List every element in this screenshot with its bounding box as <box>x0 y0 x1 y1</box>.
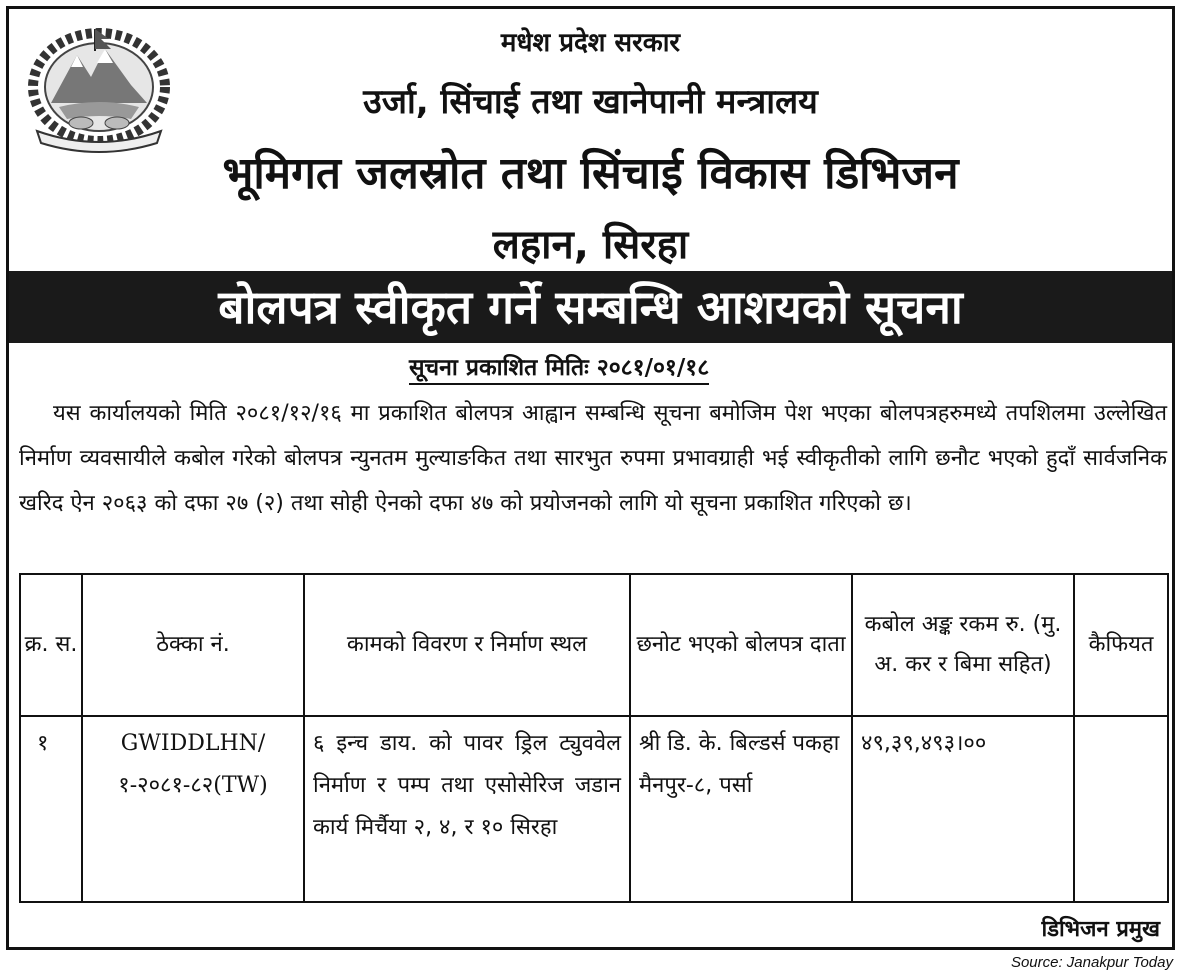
ministry-name: उर्जा, सिंचाई तथा खानेपानी मन्त्रालय <box>363 82 818 122</box>
cell-work: ६ इन्च डाय. को पावर ड्रिल ट्युववेल निर्माण र पम्प तथा एसोसेरिज जडान कार्य मिर्चैया २, ४, र १० सिरहा <box>304 716 630 902</box>
cell-sn: १ <box>20 716 82 902</box>
notice-body <box>19 391 1167 526</box>
cell-contract-no: GWIDDLHN/ १-२०८१-८२(TW) <box>82 716 304 902</box>
col-header-work: कामको विवरण र निर्माण स्थल <box>304 574 630 716</box>
table-row <box>20 716 1168 902</box>
cell-remarks <box>1074 716 1168 902</box>
col-header-bidder: छनोट भएको बोलपत्र दाता <box>630 574 852 716</box>
cell-bidder: श्री डि. के. बिल्डर्स पकहा मैनपुर-८, पर्सा <box>630 716 852 902</box>
col-header-contract-no: ठेक्का नं. <box>82 574 304 716</box>
col-header-remarks: कैफियत <box>1074 574 1168 716</box>
division-name: भूमिगत जलस्रोत तथा सिंचाई विकास डिभिजन <box>222 148 959 199</box>
source-credit: Source: Janakpur Today <box>1010 954 1173 971</box>
col-header-amount: कबोल अङ्क रकम रु. (मु. अ. कर र बिमा सहित) <box>852 574 1074 716</box>
publish-date: सूचना प्रकाशित मितिः २०८१/०१/१८ <box>409 353 709 385</box>
award-table <box>19 573 1169 903</box>
table-header-row <box>20 574 1168 716</box>
notice-frame <box>6 6 1175 950</box>
govt-name: मधेश प्रदेश सरकार <box>500 28 681 58</box>
notice-body-text: यस कार्यालयको मिति २०८१/१२/१६ मा प्रकाशित बोलपत्र आह्वान सम्बन्धि सूचना बमोजिम पेश भएका बोलपत्रहरुमध्ये तपशिलमा उल्लेखित निर्माण व्यवसायीले कबोल गरेको बोलपत्र न्युनतम मुल्याङकित तथा सारभुत रुपमा प्रभावग्राही भई स्वीकृतीको लागि छनौट भएको हुदाँ सार्वजनिक खरिद ऐन २०६३ को दफा २७ (२) तथा सोही ऐनको दफा ४७ को प्रयोजनको लागि यो सूचना प्रकाशित गरिएको छ। <box>19 401 1167 516</box>
office-location: लहान, सिरहा <box>492 222 689 268</box>
notice-title-banner: बोलपत्र स्वीकृत गर्ने सम्बन्धि आशयको सूचना <box>9 271 1172 343</box>
signatory-title: डिभिजन प्रमुख <box>1041 917 1160 942</box>
cell-amount: ४९,३९,४९३।०० <box>852 716 1074 902</box>
col-header-sn: क्र. स. <box>20 574 82 716</box>
